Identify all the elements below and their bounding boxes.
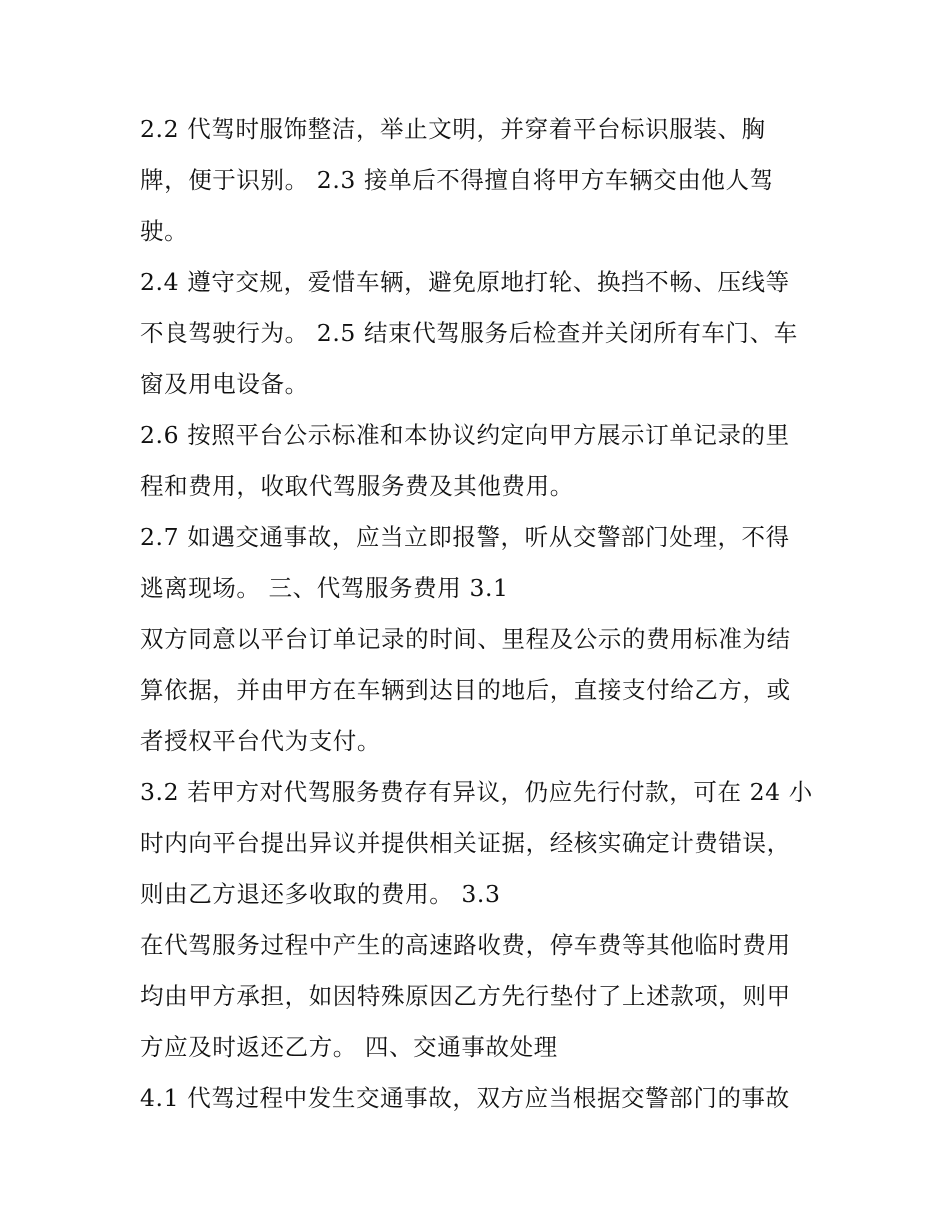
text-line: 算依据，并由甲方在车辆到达目的地后，直接支付给乙方，或 [140,676,791,704]
text-line: 不良驾驶行为。 2.5 结束代驾服务后检查并关闭所有车门、车 [140,319,798,347]
text-line: 窗及用电设备。 [140,370,309,398]
text-line: 则由乙方退还多收取的费用。 3.3 [140,880,501,908]
text-line: 在代驾服务过程中产生的高速路收费，停车费等其他临时费用 [140,931,791,959]
text-line: 双方同意以平台订单记录的时间、里程及公示的费用标准为结 [140,625,791,653]
text-line: 2.4 遵守交规，爱惜车辆，避免原地打轮、换挡不畅、压线等 [140,268,790,296]
text-line: 者授权平台代为支付。 [140,727,381,755]
text-line: 2.7 如遇交通事故，应当立即报警，听从交警部门处理，不得 [140,523,790,551]
text-line: 2.6 按照平台公示标准和本协议约定向甲方展示订单记录的里 [140,421,790,449]
text-line: 4.1 代驾过程中发生交通事故，双方应当根据交警部门的事故 [140,1084,790,1112]
text-line: 2.2 代驾时服饰整洁，举止文明，并穿着平台标识服装、胸 [140,115,766,143]
text-line: 3.2 若甲方对代驾服务费存有异议，仍应先行付款，可在 24 小 [140,778,813,806]
text-line: 牌，便于识别。 2.3 接单后不得擅自将甲方车辆交由他人驾 [140,166,774,194]
document-body [140,104,820,1124]
text-line: 均由甲方承担，如因特殊原因乙方先行垫付了上述款项，则甲 [140,982,791,1010]
text-line: 方应及时返还乙方。 四、交通事故处理 [140,1033,558,1061]
text-line: 程和费用，收取代驾服务费及其他费用。 [140,472,574,500]
text-line: 逃离现场。 三、代驾服务费用 3.1 [140,574,509,602]
text-line: 驶。 [140,217,189,245]
text-line: 时内向平台提出异议并提供相关证据，经核实确定计费错误， [140,829,791,857]
